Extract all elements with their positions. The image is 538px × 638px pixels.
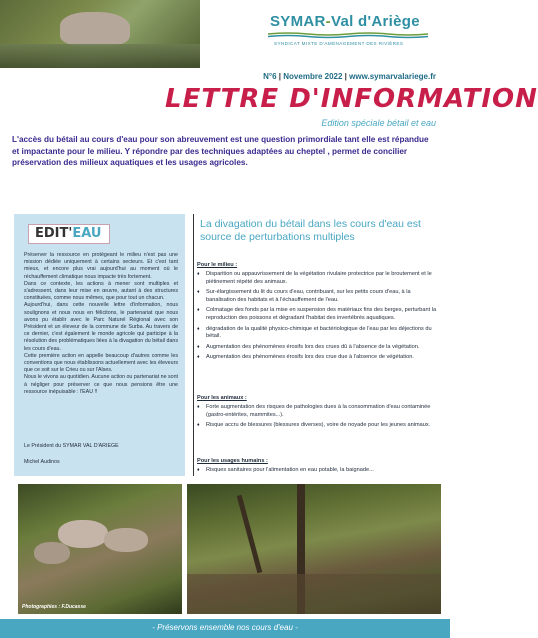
logo-text [270, 13, 420, 30]
logo-region: Val d'Ariège [330, 13, 420, 30]
list-item: ♦ Augmentation des phénomènes érosifs lors des crues dû à l'absence de la végétation. [197, 344, 441, 351]
edito-paragraph: Dans ce contexte, les actions à mener sont multiples et s'adressent, dans leur mise en œuvre, autant à des structures constituées, comme nous mêmes, que pour tout un chacun. [24, 280, 178, 302]
edito-text [24, 252, 178, 396]
list-item: ♦ Risques sanitaires pour l'alimentation en eau potable, la baignade... [197, 467, 441, 474]
tree-trunk [237, 495, 263, 574]
symar-logo[interactable] [262, 10, 437, 52]
website-link[interactable]: www.symarvalariege.fr [349, 72, 436, 81]
header-photo-cow-in-stream [0, 0, 200, 68]
humains-heading: Pour les usages humains : [197, 458, 268, 464]
photo-cows-in-river [18, 484, 182, 614]
issue-separator: | [278, 72, 282, 81]
animaux-block [197, 395, 441, 433]
animaux-heading: Pour les animaux : [197, 395, 247, 401]
edition-subtitle: Edition spéciale bétail et eau [321, 118, 436, 128]
edito-paragraph: Nous le vivons au quotidien. Aucune action ou partenariat ne sont à négliger pour préserver ce que nous pensions être une ressource inépuisable : l'EAU !! [24, 374, 179, 395]
logo-subtitle: SYNDICAT MIXTE D'AMÉNAGEMENT DES RIVIÈRES [274, 41, 404, 46]
edito-badge [28, 224, 110, 244]
milieu-block [197, 262, 441, 365]
issue-date: Novembre 2022 [283, 72, 343, 81]
edito-paragraph: Aujourd'hui, dans cette nouvelle lettre d'information, nous soulignons et nous nous en félicitons, le partenariat que nous avons pu établir avec le Parc Naturel Régional avec son Président et un éleveur de la commune de Surba. Au travers de ce dernier, c'est également le monde agricole qui participe à la résolution des problématiques liées à la divagation du bétail dans les cours d'eau. [24, 302, 178, 352]
cow-shape [34, 542, 70, 564]
photo-eroded-riverbank [187, 484, 441, 614]
logo-dash: - [325, 13, 331, 30]
section-title: La divagation du bétail dans les cours d'eau est source de perturbations multiples [200, 218, 421, 243]
milieu-list [197, 271, 441, 361]
list-item: ♦ Risque accru de blessures (blessures diverses), voire de noyade pour les jeunes animaux. [197, 422, 441, 429]
intro-paragraph: L'accès du bétail au cours d'eau pour son abreuvement est une question primordiale tant elle est répandue et impactante pour le milieu. Y répondre par des techniques adaptées au cheptel , permet de concilier préservation des milieux aquatiques et les usages agricoles. [12, 135, 429, 167]
edito-paragraph: Cette première action en appelle beaucoup d'autres comme les conventions que nous établissons actuellement avec les éleveurs que ce soit sur le Crieu ou sur l'Alses. [24, 352, 178, 374]
logo-wave-icon [268, 32, 428, 38]
cow-shape [58, 520, 108, 548]
stream-water [0, 44, 200, 68]
humains-block [197, 458, 441, 478]
muddy-bank [187, 574, 441, 614]
cow-shape [60, 12, 130, 46]
edito-box [14, 214, 185, 476]
column-divider [193, 214, 194, 476]
issue-separator-2: | [344, 72, 347, 81]
logo-main: SYMAR [270, 13, 326, 30]
list-item: ♦ Colmatage des fonds par la mise en suspension des matériaux fins des berges, perturbant la reproduction des poissons et dégradant l'habitat des invertébrés aquatiques. [197, 307, 441, 322]
signature-name: Michel Audinos [24, 459, 60, 465]
edito-badge-accent: EAU [72, 226, 102, 241]
milieu-heading: Pour le milieu : [197, 262, 238, 268]
photo-credit: Photographies : F.Ducasse [22, 604, 86, 610]
edito-paragraph: Préserver la ressource en protégeant le milieu n'est pas une mission dédiée uniquement à certains secteurs. Et c'est tant mieux, et encore plus vrai aujourd'hui au moment où le réchauffement climatique nous impacte très fortement. [24, 252, 178, 280]
page-title: LETTRE D'INFORMATION [165, 84, 538, 114]
issue-number: N°6 [263, 72, 277, 81]
humains-list [197, 467, 441, 474]
footer-bar [0, 619, 450, 638]
list-item: ♦ Disparition ou appauvrissement de la végétation rivulaire protectrice par le broutement et le piétinement répété des animaux. [197, 271, 441, 286]
list-item: ♦ dégradation de la qualité physico-chimique et bactériologique de l'eau par les déjections du bétail. [197, 326, 441, 341]
list-item: ♦ Forte augmentation des risques de pathologies dues à la consommation d'eau contaminée (gastro-entérites, mammites...). [197, 404, 441, 419]
list-item: ♦ Sur-élargissement du lit du cours d'eau, contribuant, sur les petits cours d'eau, à la banalisation des habitats et à l'échauffement de l'eau. [197, 289, 441, 304]
animaux-list [197, 404, 441, 429]
edito-badge-main: EDIT' [35, 226, 73, 241]
footer-text: - Préservons ensemble nos cours d'eau - [152, 623, 298, 632]
signature-role: Le Président du SYMAR VAL D'ARIEGE [24, 443, 119, 449]
list-item: ♦ Augmentation des phénomènes érosifs lors des crue due à l'absence de végétation. [197, 354, 441, 361]
issue-line [263, 72, 436, 81]
cow-shape [104, 528, 148, 552]
